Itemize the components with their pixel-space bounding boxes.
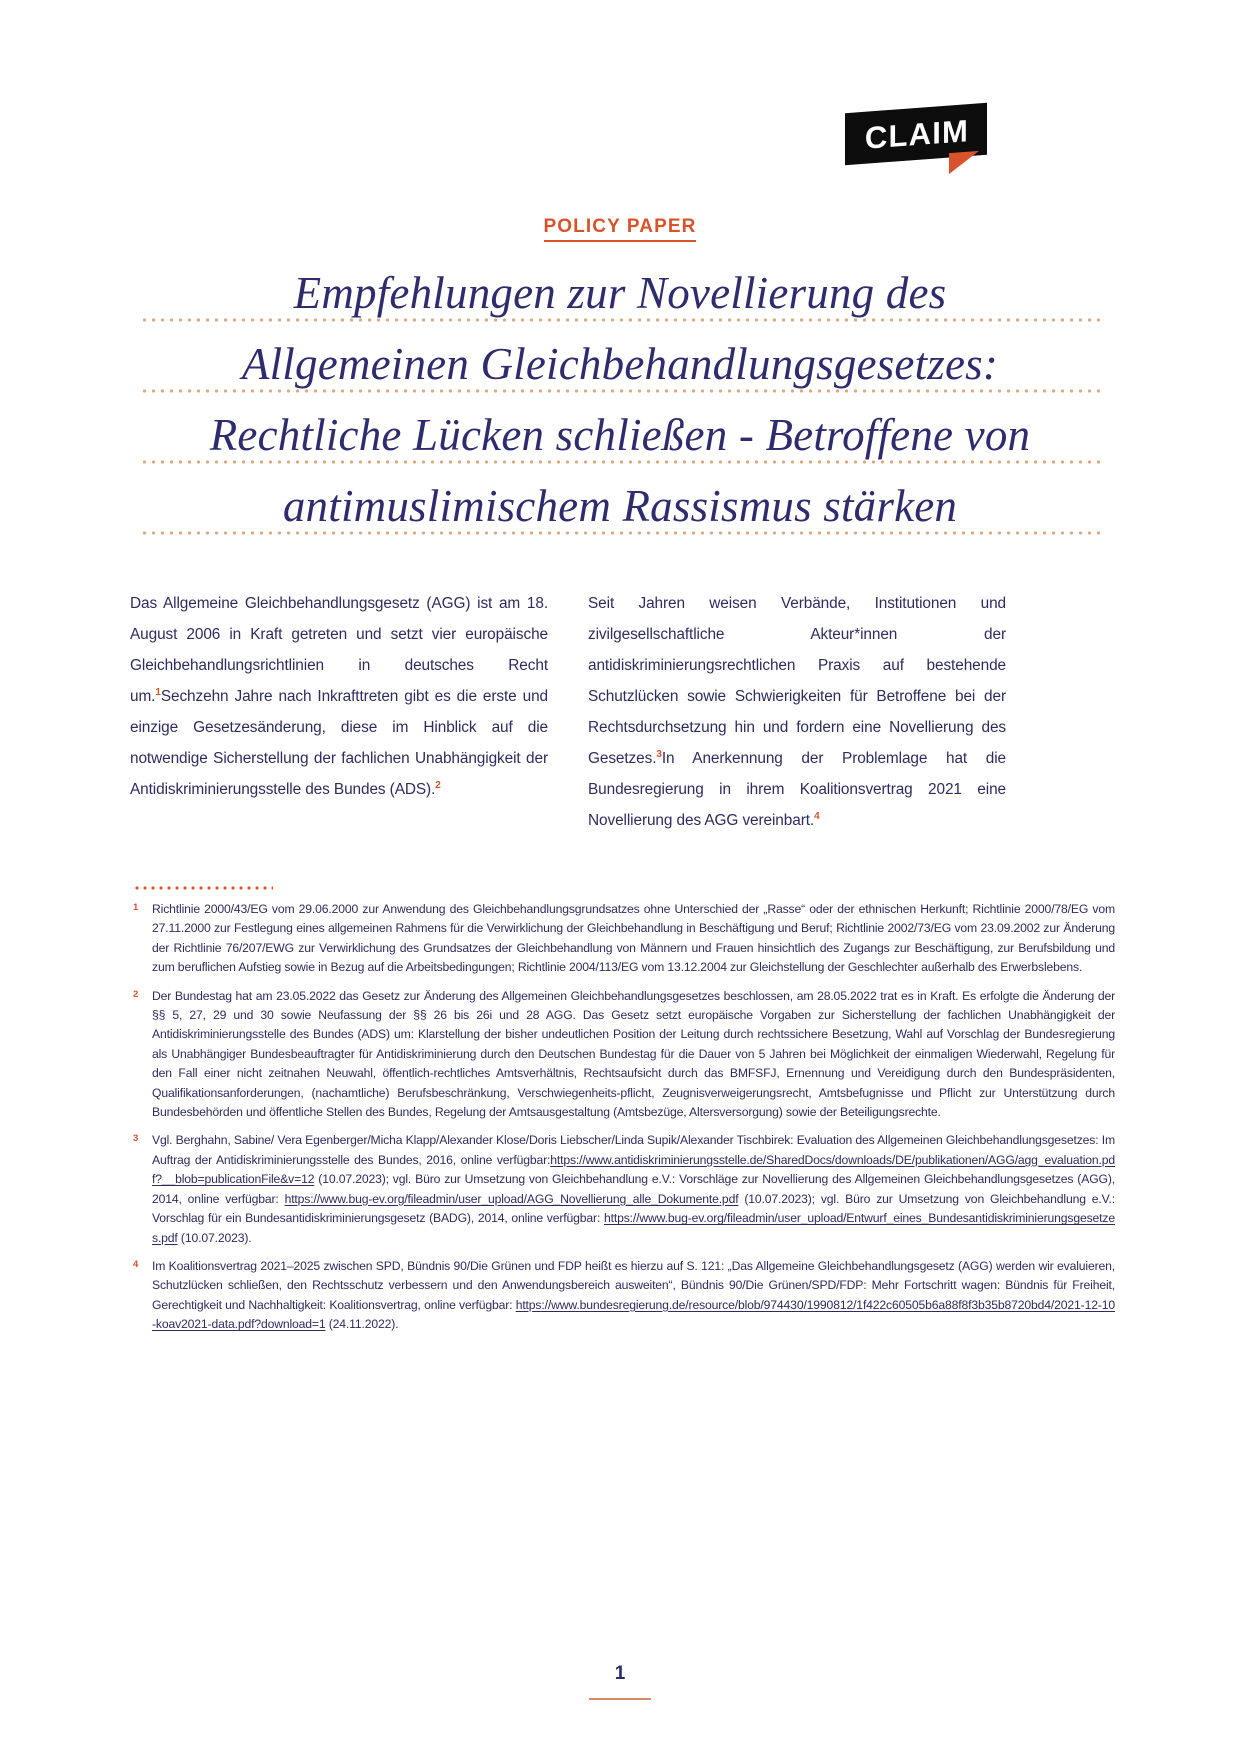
footnote-text-run: (10.07.2023); vgl. Büro zur Umsetzung von Gleichbehandlung e.V.: Vorschlag für ein Bundesantidiskriminierungsgesetz (BADG), 2014, online verfügbar: — [152, 1191, 1115, 1226]
page-number-rule — [589, 1698, 651, 1700]
left-col-text-part1: Das Allgemeine Gleichbehandlungsgesetz (AGG) ist am 18. August 2006 in Kraft getreten und setzt vier europäische Gleichbehandlungsrichtlinien in deutsches Recht um. — [130, 595, 548, 705]
title-line-4: antimuslimischem Rassismus stärken — [120, 471, 1120, 542]
right-col-text-part2: In Anerkennung der Problemlage hat die Bundesregierung in ihrem Koalitionsvertrag 2021 eine Novellierung des AGG vereinbart. — [588, 750, 1006, 829]
footnote-item — [133, 987, 1115, 1123]
footnote-text — [152, 1257, 1115, 1335]
footnote-item — [133, 1131, 1115, 1247]
footnote-text: Richtlinie 2000/43/EG vom 29.06.2000 zur Anwendung des Gleichbehandlungsgrundsatzes ohne Unterschied der „Rasse“ oder der ethnischen Herkunft; Richtlinie 2000/78/EG vom 27.11.2000 zur Festlegung eines allgemeinen Rahmens für die Verwirklichung der Gleichbehandlung in Beschäftigung und Beruf; Richtlinie 2002/73/EG vom 23.09.2002 zur Änderung der Richtlinie 76/207/EWG zur Verwirklichung des Grundsatzes der Gleichbehandlung von Männern und Frauen hinsichtlich des Zugangs zur Beschäftigung, zur Berufsbildung und zum beruflichen Aufstieg sowie in Bezug auf die Arbeitsbedingungen; Richtlinie 2004/113/EG vom 13.12.2004 zur Gleichstellung der Geschlechter außerhalb des Erwerbslebens. — [152, 902, 1115, 975]
footnote-marker-3[interactable]: 3 — [656, 748, 662, 760]
logo-accent-triangle-icon — [949, 151, 979, 174]
footnote-link[interactable]: https://www.bug-ev.org/fileadmin/user_upload/Entwurf_eines_Bundesantidiskriminierungsgesetzes.pdf — [152, 1211, 1115, 1245]
left-col-text-part2: Sechzehn Jahre nach Inkrafttreten gibt es die erste und einzige Gesetzesänderung, diese im Hinblick auf die notwendige Sicherstellung der fachlichen Unabhängigkeit der Antidiskriminierungsstelle des Bundes (ADS). — [130, 688, 548, 798]
footnote-text-run: (24.11.2022). — [325, 1317, 399, 1332]
footnote-item — [133, 1257, 1115, 1335]
footnote-number: 2 — [133, 988, 139, 1000]
title-line-2: Allgemeinen Gleichbehandlungsgesetzes: — [120, 329, 1120, 400]
body-right-column — [588, 588, 1006, 836]
footnote-number: 3 — [133, 1133, 139, 1145]
claim-logo — [845, 108, 993, 170]
footnotes-list — [133, 900, 1115, 1344]
title-line-1: Empfehlungen zur Novellierung des — [120, 258, 1120, 329]
footnote-text — [152, 1131, 1115, 1247]
logo-wordmark: CLAIM — [864, 112, 970, 156]
body-columns — [130, 588, 1110, 836]
footnote-marker-1[interactable]: 1 — [155, 686, 161, 698]
body-left-column — [130, 588, 548, 836]
page-number: 1 — [614, 1663, 626, 1684]
document-kicker — [0, 216, 1240, 238]
page-title — [120, 258, 1120, 542]
footnote-number: 1 — [133, 902, 139, 913]
footnote-number: 4 — [133, 1258, 139, 1270]
footnote-link[interactable]: https://www.antidiskriminierungsstelle.de/SharedDocs/downloads/DE/publikationen/AGG/agg_evaluation.pdf?__blob=publicationFile&v=12 — [152, 1152, 1115, 1187]
footnote-link[interactable]: https://www.bundesregierung.de/resource/blob/974430/1990812/1f422c60505b6a88f8f3b35b8720bd4/2021-12-10-koav2021-data.pdf?download=1 — [152, 1297, 1115, 1332]
footnote-separator — [133, 886, 273, 890]
title-line-3: Rechtliche Lücken schließen - Betroffene von — [120, 400, 1120, 471]
footnote-text-run: (10.07.2023); vgl. Büro zur Umsetzung von Gleichbehandlung e.V.: Vorschläge zur Novellierung des Allgemeinen Gleichbehandlungsgesetzes (AGG), 2014, online verfügbar: — [152, 1172, 1115, 1206]
footnote-text-run: (10.07.2023). — [177, 1230, 252, 1245]
kicker-label: POLICY PAPER — [544, 216, 697, 242]
footnote-text-run: Im Koalitionsvertrag 2021–2025 zwischen SPD, Bündnis 90/Die Grünen und FDP heißt es hierzu auf S. 121: „Das Allgemeine Gleichbehandlungsgesetz (AGG) werden wir evaluieren, Schutzlücken schließen, den Rechtsschutz verbessern und den Anwendungsbereich ausweiten“, Bündnis 90/Die Grünen/SPD/FDP: Mehr Fortschritt wagen: Bündnis für Freiheit, Gerechtigkeit und Nachhaltigkeit: Koalitionsvertrag, online verfügbar: — [152, 1258, 1115, 1312]
footnote-text-run: Vgl. Berghahn, Sabine/ Vera Egenberger/Micha Klapp/Alexander Klose/Doris Liebscher/Linda Supik/Alexander Tischbirek: Evaluation des Allgemeinen Gleichbehandlungsgesetzes: Im Auftrag der Antidiskriminierungsstelle des Bundes, 2016, online verfügbar: — [152, 1133, 1115, 1167]
footnote-link[interactable]: https://www.bug-ev.org/fileadmin/user_upload/AGG_Novellierung_alle_Dokumente.pdf — [284, 1191, 739, 1206]
right-col-text-part1: Seit Jahren weisen Verbände, Institutionen und zivilgesellschaftliche Akteur*innen der antidiskriminierungsrechtlichen Praxis auf bestehende Schutzlücken sowie Schwierigkeiten für Betroffene bei der Rechtsdurchsetzung hin und fordern eine Novellierung des Gesetzes. — [588, 595, 1006, 767]
footnote-item — [133, 900, 1115, 978]
footnote-marker-4[interactable]: 4 — [814, 810, 820, 822]
footnote-text: Der Bundestag hat am 23.05.2022 das Gesetz zur Änderung des Allgemeinen Gleichbehandlungsgesetzes beschlossen, am 28.05.2022 trat es in Kraft. Es erfolgte die Änderung der §§ 5, 27, 29 und 30 sowie Neufassung der §§ 26 bis 26i und 28 AGG. Das Gesetz setzt europäische Vorgaben zur Sicherstellung der fachlichen Unabhängigkeit der Antidiskriminierungsstelle des Bundes (ADS) um: Klarstellung der bisher undeutlichen Position der Leitung durch rechtssichere Besetzung, Wahl auf Vorschlag der Bundesregierung als Unabhängiger Bundesbeauftragter für Antidiskriminierung durch den Deutschen Bundestag für die Dauer von 5 Jahren bei Möglichkeit der einmaligen Wiederwahl, Regelung für den Fall einer nicht zeitnahen Neuwahl, öffentlich-rechtliches Amtsverhältnis, Rechtsaufsicht durch das BMFSFJ, Ernennung und Vereidigung durch den Bundespräsidenten, Qualifikationsanforderungen, (nachamtliche) Berufsbeschränkung, Verschwiegenheits-pflicht, Zeugnisverweigerungsrecht, Amtsbefugnisse und Pflicht zur Unterstützung durch Bundesbehörden und öffentliche Stellen des Bundes, Regelung der Amtsausgestaltung (Amtsbezüge, Altersversorgung) sowie der Beteiligungsrechte. — [152, 988, 1115, 1120]
footnote-marker-2[interactable]: 2 — [435, 779, 441, 791]
